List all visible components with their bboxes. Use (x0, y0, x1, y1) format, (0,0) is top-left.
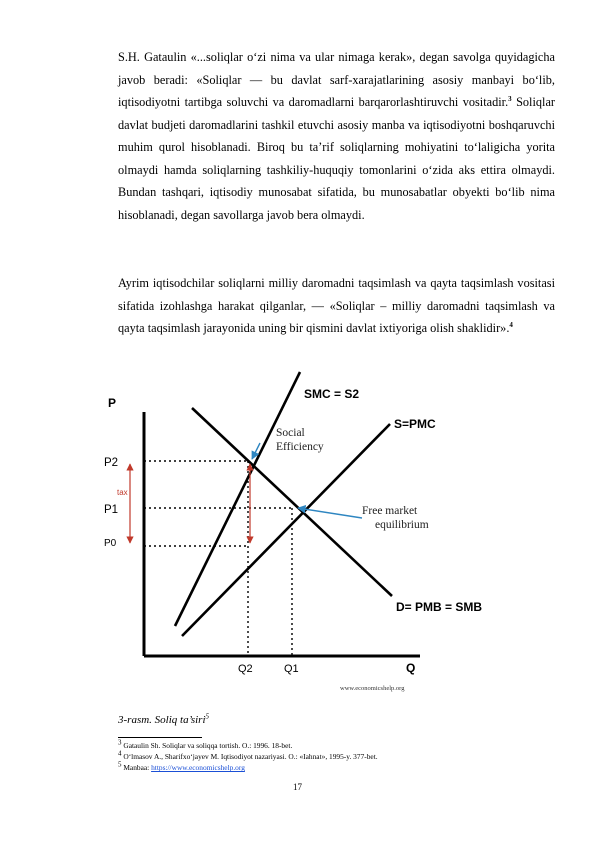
x-axis-label: Q (406, 661, 416, 675)
caption-text: 3-rasm. Soliq ta’siri (118, 714, 206, 726)
annotation-free-market (362, 505, 429, 531)
series-label-smc: SMC = S2 (304, 387, 360, 401)
figure-caption (118, 714, 209, 726)
footnote-4: $^4$ O‘lmasov A., Sharifxo‘jayev M. Iqtisodiyot nazariyasi. O.: «Iahnat», 1995-y. 377-bet. (118, 749, 378, 762)
s-pmc-line (182, 424, 390, 636)
tick-p0: P0 (104, 538, 117, 549)
tick-p1: P1 (104, 504, 119, 516)
series-label-pmc: S=PMC (394, 417, 436, 431)
chart-watermark: www.economicshelp.org (340, 685, 405, 692)
footnote-ref-5[interactable]: 5 (205, 712, 210, 721)
footnote-ref-4[interactable]: 4 (509, 320, 513, 329)
footnote-3: $^3$ Gataulin Sh. Soliqlar va soliqqa tortish. O.: 1996. 18-bet. (118, 738, 293, 750)
footnotes (118, 740, 378, 774)
footnote-5: $^5$ Manbaa: https://www.economicshelp.org (118, 760, 245, 773)
series-label-demand: D= PMB = SMB (396, 600, 483, 614)
tick-q1: Q1 (284, 663, 299, 675)
annotation-line-2: Efficiency (276, 441, 324, 453)
annotation-free-market-text: Free market (362, 505, 418, 517)
page-number: 17 (293, 782, 302, 792)
tax-effect-chart (100, 368, 483, 698)
annotation-social-efficiency (276, 427, 324, 453)
paragraph-2 (118, 272, 555, 340)
source-link[interactable]: https://www.economicshelp.org (151, 763, 245, 773)
paragraph-2-text: Ayrim iqtisodchilar soliqlarni milliy daromadni taqsimlash va qayta taqsimlash vositasi sifatida izohlashga harakat qilganlar, — «Soliqlar – milliy daromadni taqsimlash va qayta taqsimlash jarayonida uning bir qismini davlat ixtiyoriga olish shaklidir». (118, 276, 555, 335)
tick-q2: Q2 (238, 663, 253, 675)
paragraph-1 (118, 46, 555, 226)
tax-effect-figure (100, 368, 483, 698)
annotation-line-2: equilibrium (375, 519, 429, 531)
y-axis-label: P (108, 396, 117, 410)
tax-label: tax (117, 488, 128, 497)
annotation-social-efficiency-text: Social (276, 427, 305, 439)
footnote-separator (118, 737, 202, 738)
paragraph-1-text-cont: Soliqlar davlat budjeti daromadlarini tashkil etuvchi asosiy manba va iqtisodiyotni boshqaruvchi muhim qurol hisoblanadi. Biroq bu ta’rif soliqlarning mohiyatini to‘laligicha yorita olmaydi hamda soliqlarning tashkiliy-huquqiy tomonlarini o‘zida aks ettira olmaydi. Bundan tashqari, iqtisodiy munosabat sifatida, bu munosabatlar obyekti bo‘lib nima hisoblanadi, degan savollarga javob bera olmaydi. (118, 95, 556, 222)
tick-p2: P2 (104, 457, 119, 469)
paragraph-1-text: S.H. Gataulin «...soliqlar o‘zi nima va ular nimaga kerak», degan savolga quyidagicha javob beradi: «Soliqlar — bu davlat sarf-xarajatlarining asosiy manbayi bo‘lib, iqtisodiyotni tartibga soluvchi va daromadlarni barqarorlashtiruvchi vositadir. (118, 50, 555, 109)
footnote-ref-3[interactable]: 3 (508, 94, 512, 103)
